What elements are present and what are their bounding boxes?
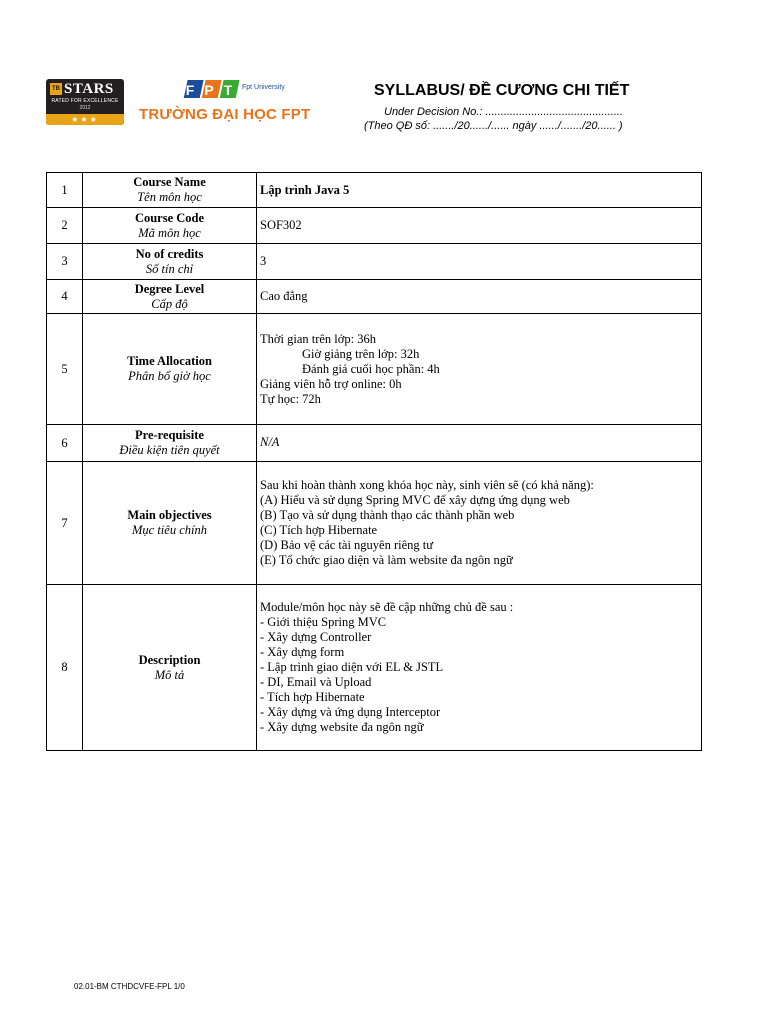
label-vi: Mô tả [154,667,185,682]
description-line: - Giới thiệu Spring MVC [260,615,387,629]
label-vi: Số tín chỉ [145,261,194,276]
row-number: 4 [47,280,83,314]
label-vi: Mã môn học [138,225,201,240]
label-vi: Mục tiêu chính [132,523,207,537]
label-en: Pre-requisite [135,428,204,442]
table-row-degree-level [47,280,702,314]
row-number: 7 [47,462,83,585]
label-en: Course Name [133,175,206,189]
row-number: 1 [47,173,83,208]
time-line: Giờ giảng trên lớp: 32h [302,346,420,361]
row-label [83,280,257,314]
table-row-time-allocation [47,314,702,425]
label-vi: Tên môn học [137,190,202,204]
description-line: - Tích hợp Hibernate [260,690,365,704]
degree-level-value: Cao đẳng [257,280,702,314]
syllabus-table [46,172,702,751]
stars-word: STARS [64,81,114,97]
fpt-university-text: Fpt University [242,84,285,91]
objective-line: (E) Tổ chức giao diện và làm website đa ngôn ngữ [260,553,513,567]
label-en: Main objectives [127,508,212,522]
label-en: Description [138,652,201,667]
label-vi: Cấp độ [151,296,188,311]
objective-line: (A) Hiểu và sử dụng Spring MVC để xây dựng ứng dụng web [260,493,570,507]
course-code-value: SOF302 [257,208,702,244]
row-label [83,173,257,208]
description-line: - Xây dựng website đa ngôn ngữ [260,720,424,734]
objective-line: (C) Tích hợp Hibernate [260,523,378,537]
row-number: 5 [47,314,83,425]
description-line: - Xây dựng và ứng dụng Interceptor [260,705,441,719]
row-number: 2 [47,208,83,244]
row-label [83,425,257,462]
row-label [83,314,257,425]
table-row-main-objectives [47,462,702,585]
label-en: Course Code [134,210,205,225]
stars-badge: TB [50,83,62,95]
stars-rated-text: RATED FOR EXCELLENCE [51,98,119,104]
row-number: 8 [47,585,83,751]
fpt-logo-text: FPT [185,82,243,98]
document-title: SYLLABUS/ ĐỀ CƯƠNG CHI TIẾT [374,82,630,99]
stars-rating-band: ★★★ [46,114,124,125]
table-row-course-name [47,173,702,208]
course-name-value: Lập trình Java 5 [257,173,702,208]
objectives-value [257,462,702,585]
label-en: Degree Level [134,281,205,296]
description-line: - DI, Email và Upload [260,675,372,689]
row-label [83,244,257,280]
label-vi: Phân bổ giờ học [128,369,211,383]
time-line: Đánh giá cuối học phần: 4h [302,361,440,376]
label-vi: Điều kiện tiên quyết [119,443,220,457]
table-row-credits [47,244,702,280]
table-row-course-code [47,208,702,244]
prerequisite-value: N/A [257,425,702,462]
label-en: Time Allocation [127,354,212,368]
form-code-footer: 02.01-BM CTHDCVFE-FPL 1/0 [74,982,185,991]
objective-line: (B) Tạo và sử dụng thành thạo các thành phần web [260,508,515,522]
description-value [257,585,702,751]
row-label [83,462,257,585]
row-number: 3 [47,244,83,280]
table-row-description [47,585,702,751]
time-line: Thời gian trên lớp: 36h [260,331,376,346]
school-name: TRƯỜNG ĐẠI HỌC FPT [139,106,311,123]
description-line: - Xây dựng form [260,645,345,659]
time-allocation-value [257,314,702,425]
row-number: 6 [47,425,83,462]
time-line: Giảng viên hỗ trợ online: 0h [260,376,402,391]
time-line: Tự học: 72h [260,391,321,406]
decision-line-vi: (Theo QĐ số: ......./20....../...... ngày ....../......./20...... ) [364,120,623,132]
description-line: - Lập trình giao diện với EL & JSTL [260,660,444,674]
objective-line: Sau khi hoàn thành xong khóa học này, sinh viên sẽ (có khả năng): [260,478,594,492]
row-label [83,208,257,244]
credits-value: 3 [257,244,702,280]
decision-line-en: Under Decision No.: ............................................. [384,106,624,118]
table-row-prerequisite [47,425,702,462]
objective-line: (D) Bảo vệ các tài nguyên riêng tư [260,538,434,552]
qs-stars-logo [46,79,124,125]
label-en: No of credits [135,246,204,261]
row-label [83,585,257,751]
stars-year: 2012 [79,105,91,111]
description-line: - Xây dựng Controller [260,630,372,644]
description-line: Module/môn học này sẽ đề cập những chủ đề sau : [260,600,514,614]
